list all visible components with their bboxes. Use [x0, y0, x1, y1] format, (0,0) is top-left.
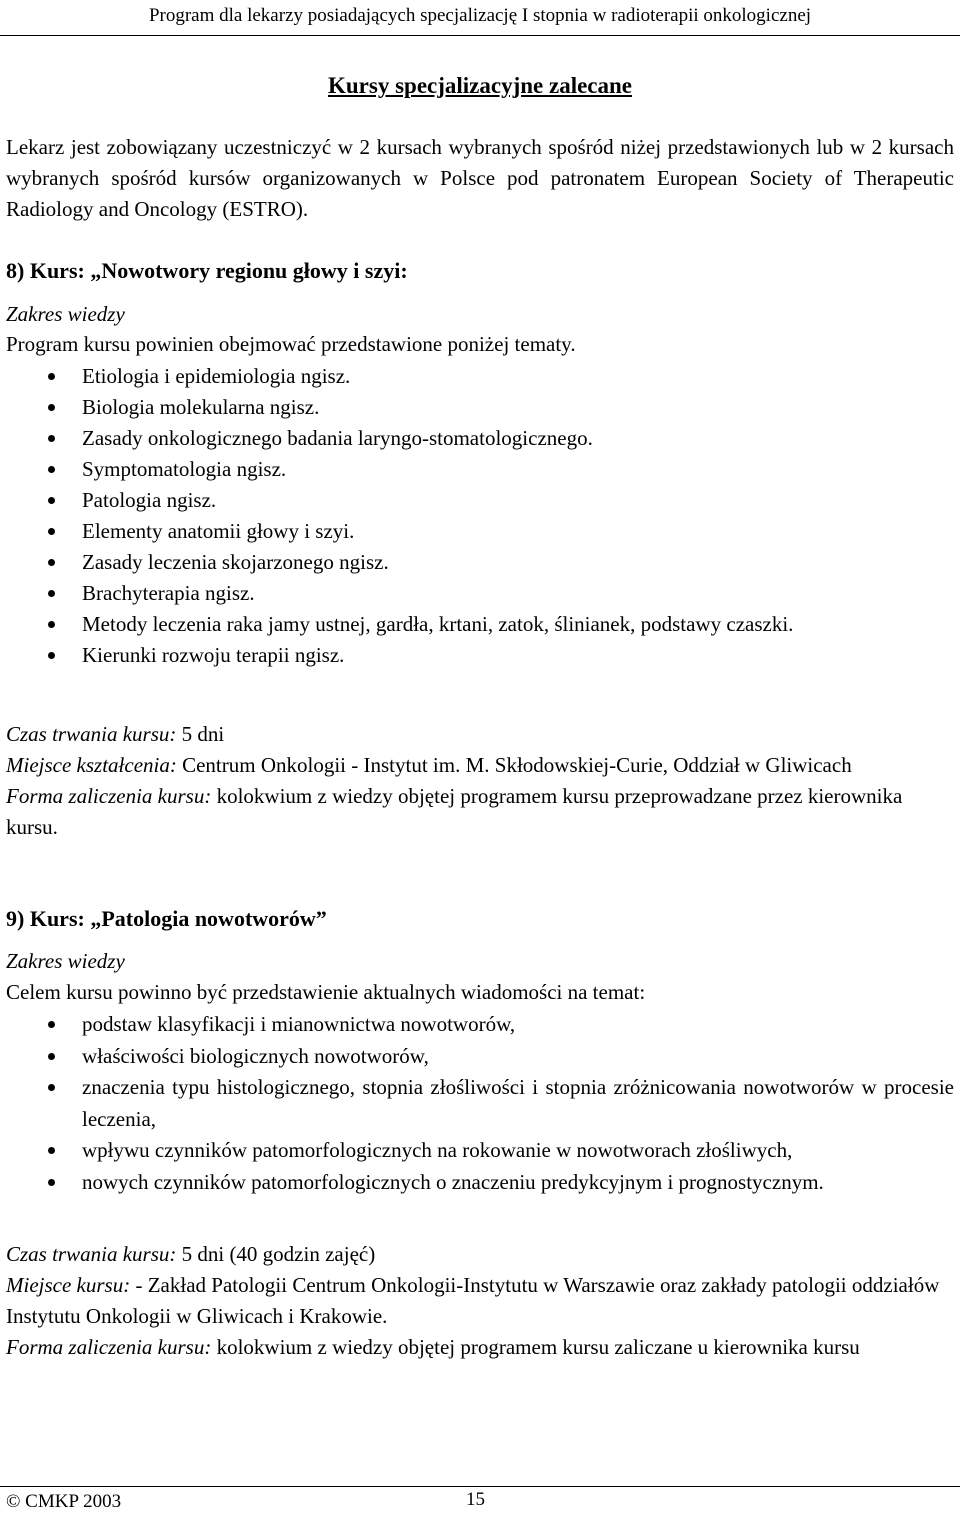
list-item-text: Symptomatologia ngisz. — [82, 457, 287, 481]
place-value: - Zakład Patologii Centrum Onkologii-Instytutu w Warszawie oraz zakłady patologii oddziałów Instytutu Onkologii w Gliwicach i Krakowie. — [6, 1273, 940, 1328]
list-item-text: Metody leczenia raka jamy ustnej, gardła, krtani, zatok, ślinianek, podstawy czaszki. — [82, 612, 794, 636]
course8-duration — [6, 719, 954, 750]
bullet-icon — [48, 652, 55, 659]
course9-details — [6, 1239, 954, 1363]
course9-scope-label: Zakres wiedzy — [6, 949, 125, 973]
course8-topic-list — [6, 361, 954, 671]
course8-place — [6, 750, 954, 781]
list-item-text: podstaw klasyfikacji i mianownictwa nowotworów, — [82, 1012, 516, 1036]
list-item-text: Kierunki rozwoju terapii ngisz. — [82, 643, 345, 667]
list-item — [6, 423, 954, 454]
duration-value: 5 dni (40 godzin zajęć) — [176, 1242, 376, 1266]
list-item — [6, 1009, 954, 1041]
course9-heading: 9) Kurs: „Patologia nowotworów” — [6, 906, 327, 931]
course9-program-text: Celem kursu powinno być przedstawienie aktualnych wiadomości na temat: — [6, 980, 646, 1004]
list-item-text: nowych czynników patomorfologicznych o znaczeniu predykcyjnym i prognostycznym. — [82, 1169, 824, 1194]
list-item — [6, 1135, 954, 1167]
bullet-icon — [48, 1084, 55, 1091]
list-item — [6, 640, 954, 671]
course8-form — [6, 781, 954, 843]
bullet-icon — [48, 528, 55, 535]
course8-scope-label: Zakres wiedzy — [6, 302, 125, 326]
bullet-icon — [48, 497, 55, 504]
duration-value: 5 dni — [176, 722, 225, 746]
list-item — [6, 516, 954, 547]
list-item — [6, 1041, 954, 1073]
place-label: Miejsce kursu: — [6, 1273, 131, 1297]
list-item — [6, 485, 954, 516]
bullet-icon — [48, 621, 55, 628]
course9-place — [6, 1270, 954, 1332]
bullet-icon — [48, 466, 55, 473]
list-item — [6, 1072, 954, 1135]
footer-divider — [0, 1486, 960, 1487]
form-value: kolokwium z wiedzy objętej programem kursu przeprowadzane przez kierownika kursu. — [6, 784, 903, 839]
list-item-text: Patologia ngisz. — [82, 488, 217, 512]
header-divider — [0, 35, 960, 36]
bullet-icon — [48, 404, 55, 411]
page-header: Program dla lekarzy posiadających specjalizację I stopnia w radioterapii onkologicznej — [148, 5, 812, 26]
list-item — [6, 578, 954, 609]
course9-topic-list — [6, 1009, 954, 1198]
list-item-text: Elementy anatomii głowy i szyi. — [82, 519, 355, 543]
list-item — [6, 547, 954, 578]
bullet-icon — [48, 1179, 55, 1186]
course8-details — [6, 719, 954, 843]
footer-copyright: © CMKP 2003 — [6, 1491, 122, 1512]
list-item — [6, 361, 954, 392]
bullet-icon — [48, 1147, 55, 1154]
place-value: Centrum Onkologii - Instytut im. M. Skłodowskiej-Curie, Oddział w Gliwicach — [176, 753, 852, 777]
list-item — [6, 609, 954, 640]
bullet-icon — [48, 1021, 55, 1028]
bullet-icon — [48, 373, 55, 380]
list-item-text: Zasady leczenia skojarzonego ngisz. — [82, 550, 389, 574]
bullet-icon — [48, 435, 55, 442]
list-item-text: znaczenia typu histologicznego, stopnia złośliwości i stopnia zróżnicowania nowotworów w procesie leczenia, — [82, 1075, 954, 1131]
list-item — [6, 392, 954, 423]
course9-duration — [6, 1239, 954, 1270]
duration-label: Czas trwania kursu: — [6, 722, 177, 746]
course9-form — [6, 1332, 954, 1363]
list-item-text: Etiologia i epidemiologia ngisz. — [82, 364, 351, 388]
intro-paragraph: Lekarz jest zobowiązany uczestniczyć w 2 kursach wybranych spośród niżej przedstawionych lub w 2 kursach wybranych spośród kursów organizowanych w Polsce pod patronatem European Society of Therapeutic Radiology and Oncology (ESTRO). — [6, 135, 954, 221]
place-label: Miejsce kształcenia: — [6, 753, 177, 777]
list-item — [6, 454, 954, 485]
list-item-text: wpływu czynników patomorfologicznych na rokowanie w nowotworach złośliwych, — [82, 1138, 793, 1162]
list-item-text: właściwości biologicznych nowotworów, — [82, 1043, 429, 1068]
course8-program-text: Program kursu powinien obejmować przedstawione poniżej tematy. — [6, 332, 576, 356]
duration-label: Czas trwania kursu: — [6, 1242, 177, 1266]
bullet-icon — [48, 559, 55, 566]
list-item-text: Zasady onkologicznego badania laryngo-stomatologicznego. — [82, 426, 593, 450]
form-label: Forma zaliczenia kursu: — [6, 1335, 212, 1359]
course8-heading: 8) Kurs: „Nowotwory regionu głowy i szyi: — [6, 258, 408, 283]
bullet-icon — [48, 590, 55, 597]
form-value: kolokwium z wiedzy objętej programem kursu zaliczane u kierownika kursu — [211, 1335, 860, 1359]
list-item — [6, 1167, 954, 1199]
list-item-text: Brachyterapia ngisz. — [82, 581, 255, 605]
bullet-icon — [48, 1053, 55, 1060]
page-number: 15 — [466, 1489, 485, 1510]
list-item-text: Biologia molekularna ngisz. — [82, 395, 320, 419]
form-label: Forma zaliczenia kursu: — [6, 784, 212, 808]
section-title: Kursy specjalizacyjne zalecane — [327, 73, 633, 98]
